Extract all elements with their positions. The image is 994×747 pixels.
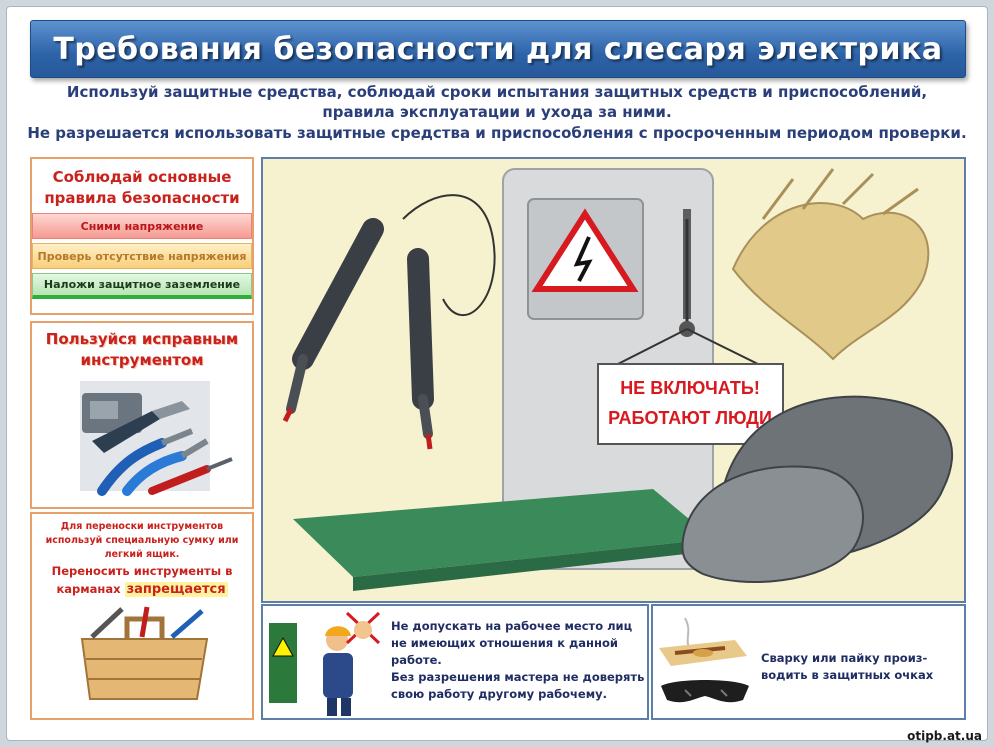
title-banner [30, 20, 966, 78]
carry-line-5-prefix: карманах [56, 582, 121, 596]
rules-heading-line-1: Соблюдай основные [52, 168, 232, 186]
carry-line-3: легкий ящик. [104, 549, 180, 560]
access-line-3: работе. [391, 653, 442, 667]
access-rules-box [261, 604, 649, 720]
tools-illustration [32, 371, 252, 501]
tools-panel [30, 321, 254, 509]
access-line-2: не имеющих отношения к данной [391, 636, 618, 650]
access-rules-text [391, 618, 644, 703]
voltage-tester-probe-2 [418, 259, 423, 399]
access-line-4: Без разрешения мастера не доверять [391, 670, 645, 684]
subtitle-line-1: Используй защитные средства, соблюдай сроки испытания защитных средств и приспособлений, [66, 83, 928, 101]
page-title: Требования безопасности для слесаря электрика [53, 31, 943, 67]
welding-line-1: Сварку или пайку произ- [761, 651, 928, 665]
carry-line-1: Для переноски инструментов [60, 521, 224, 532]
toolbox-illustration [32, 599, 252, 709]
welding-line-2: водить в защитных очках [761, 668, 934, 682]
carry-small-text [32, 520, 252, 562]
subtitle-line-2: правила эксплуатации и ухода за ними. [322, 103, 672, 121]
carry-forbidden: запрещается [126, 582, 226, 597]
welding-rules-box [651, 604, 966, 720]
voltage-tester-probe-1 [303, 229, 373, 359]
carry-line-4: Переносить инструменты в [51, 564, 233, 578]
tools-heading-line-1: Пользуйся исправным [45, 330, 239, 348]
protective-equipment-scene [263, 159, 964, 601]
rule-check-voltage: Проверь отсутствие напряжения [32, 243, 252, 269]
rule-grounding: Наложи защитное заземление [32, 273, 252, 299]
carry-panel [30, 512, 254, 720]
site-watermark: otipb.at.ua [907, 729, 982, 743]
welding-goggles-illustration [655, 608, 755, 718]
sign-line-2: РАБОТАЮТ ЛЮДИ [608, 408, 772, 428]
rule-remove-voltage: Сними напряжение [32, 213, 252, 239]
rules-heading-line-2: правила безопасности [44, 189, 240, 207]
carry-warning [32, 562, 252, 599]
rules-panel [30, 157, 254, 315]
subtitle-line-3: Не разрешается использовать защитные средства и приспособления с просроченным периодом проверки. [27, 124, 967, 142]
access-line-1: Не допускать на рабочее место лиц [391, 619, 633, 633]
dielectric-gloves [733, 203, 928, 359]
carry-line-2: используй специальную сумку или [45, 535, 239, 546]
welding-rules-text [761, 650, 933, 684]
tools-heading [32, 329, 252, 371]
tools-heading-line-2: инструментом [80, 351, 204, 369]
access-line-5: свою работу другому рабочему. [391, 687, 607, 701]
main-illustration [261, 157, 966, 603]
worker-illustration [267, 608, 387, 718]
sign-line-1: НЕ ВКЛЮЧАТЬ! [620, 378, 760, 398]
rules-heading [32, 167, 252, 209]
subtitle [20, 82, 974, 143]
